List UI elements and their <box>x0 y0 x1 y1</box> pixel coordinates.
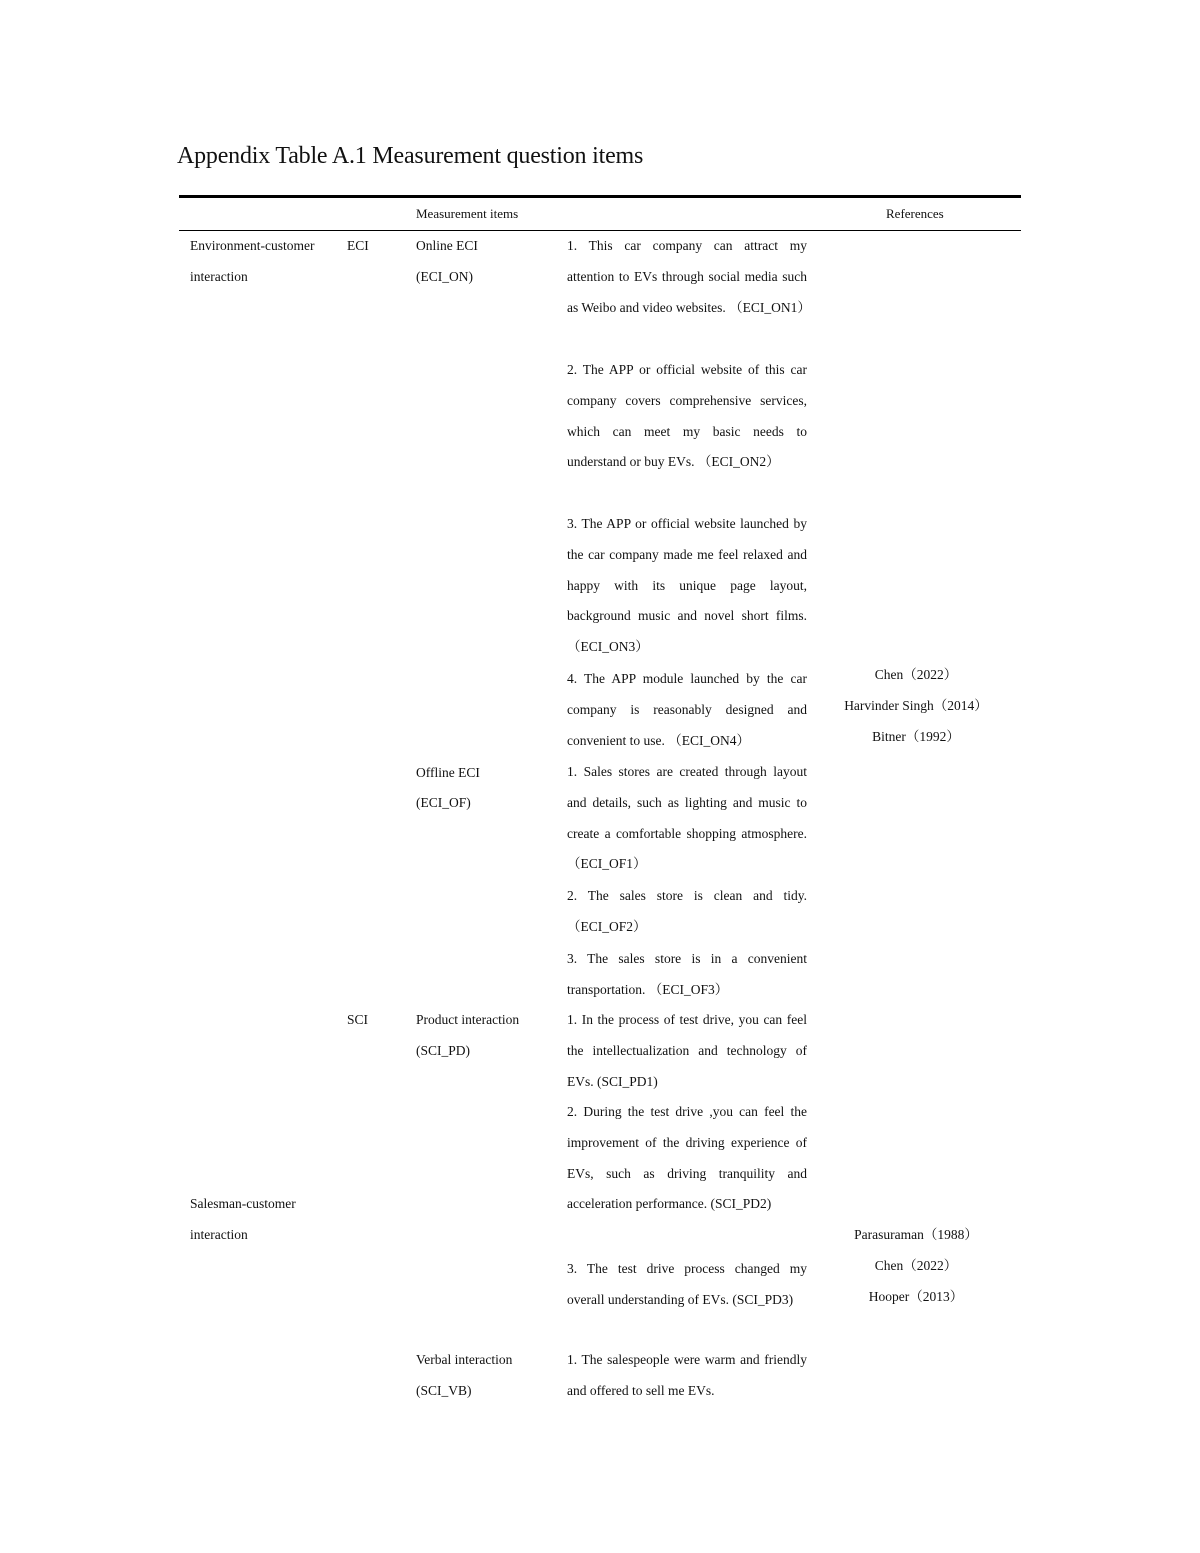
dimension-offline-eci-line2: (ECI_OF) <box>416 795 471 810</box>
item-eci-on3: 3. The APP or official website launched by the car company made me feel relaxed and happy with its unique page layout, background music and novel short films. （ECI_ON3） <box>567 516 807 655</box>
header-measurement-items: Measurement items <box>416 206 519 221</box>
item-sci-pd3: 3. The test drive process changed my overall understanding of EVs. (SCI_PD3) <box>567 1261 807 1307</box>
table-title: Appendix Table A.1 Measurement question items <box>177 143 644 169</box>
item-eci-on4: 4. The APP module launched by the car company is reasonably designed and convenient to use. （ECI_ON4） <box>567 671 807 748</box>
item-eci-on2: 2. The APP or official website of this car company covers comprehensive services, which can meet my basic needs to understand or buy EVs. （ECI_ON2） <box>567 362 807 470</box>
dimension-offline-eci-line1: Offline ECI <box>416 765 480 780</box>
dimension-verbal-interaction-line1: Verbal interaction <box>416 1352 513 1367</box>
reference-sci-2: Chen（2022） <box>874 1258 958 1273</box>
header-references: References <box>886 206 944 221</box>
item-eci-on1: 1. This car company can attract my attention to EVs through social media such as Weibo and video websites. （ECI_ON1） <box>567 238 811 315</box>
dimension-product-interaction-line2: (SCI_PD) <box>416 1043 471 1058</box>
construct-eci-line2: interaction <box>190 269 248 284</box>
reference-sci-1: Parasuraman（1988） <box>854 1227 978 1242</box>
dimension-online-eci-line2: (ECI_ON) <box>416 269 473 284</box>
references-eci <box>816 659 1016 752</box>
item-eci-of3: 3. The sales store is in a convenient transportation. （ECI_OF3） <box>567 951 807 997</box>
item-eci-of1: 1. Sales stores are created through layout and details, such as lighting and music to create a comfortable shopping atmosphere. （ECI_OF1） <box>567 764 807 872</box>
reference-sci-3: Hooper（2013） <box>868 1289 964 1304</box>
construct-eci-line1: Environment-customer <box>190 238 315 253</box>
dimension-product-interaction-line1: Product interaction <box>416 1012 520 1027</box>
item-eci-of2: 2. The sales store is clean and tidy. （ECI_OF2） <box>567 888 807 934</box>
code-sci: SCI <box>347 1012 369 1027</box>
item-sci-pd2: 2. During the test drive ,you can feel the improvement of the driving experience of EVs, such as driving tranquility and acceleration performance. (SCI_PD2) <box>567 1104 807 1212</box>
dimension-online-eci-line1: Online ECI <box>416 238 478 253</box>
item-sci-pd1: 1. In the process of test drive, you can feel the intellectualization and technology of EVs. (SCI_PD1) <box>567 1012 807 1089</box>
table-top-rule <box>179 195 1021 198</box>
construct-sci-line2: interaction <box>190 1227 248 1242</box>
dimension-verbal-interaction-line2: (SCI_VB) <box>416 1383 472 1398</box>
reference-eci-3: Bitner（1992） <box>872 729 960 744</box>
reference-eci-2: Harvinder Singh（2014） <box>844 698 988 713</box>
reference-eci-1: Chen（2022） <box>874 667 958 682</box>
references-sci <box>816 1219 1016 1312</box>
construct-sci-line1: Salesman-customer <box>190 1196 296 1211</box>
code-eci: ECI <box>347 238 369 253</box>
item-sci-vb1: 1. The salespeople were warm and friendly and offered to sell me EVs. <box>567 1352 807 1398</box>
